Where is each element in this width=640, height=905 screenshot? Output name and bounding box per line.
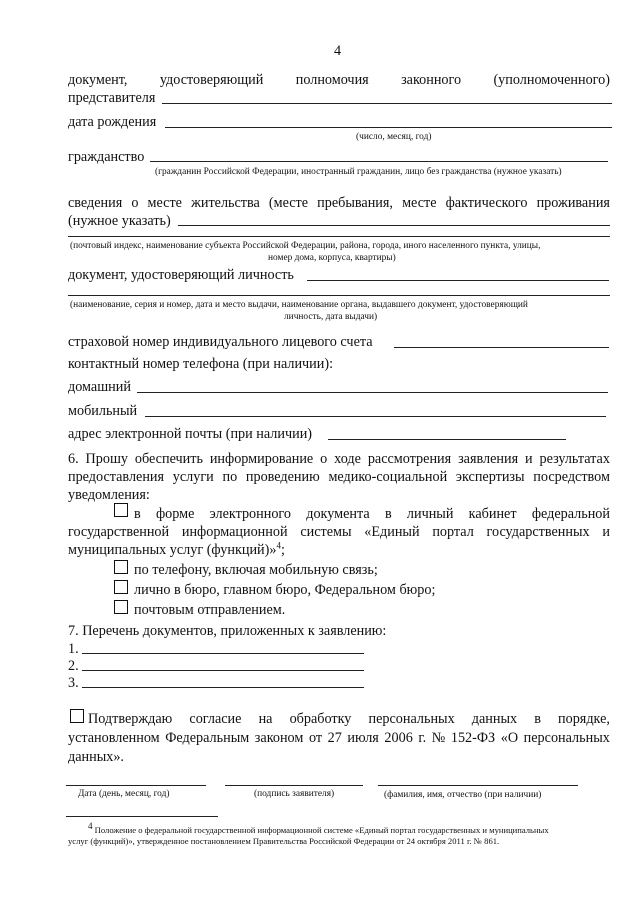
residence-hint-1: (почтовый индекс, наименование субъекта Российской Федерации, района, города, иного населенного пункта, улицы,	[70, 241, 541, 251]
consent-line2: установленном Федеральным законом от 27 июля 2006 г. № 152-ФЗ «О персональных	[68, 730, 610, 746]
footnote-line1: $^4$ Положение о федеральной государственной информационной системе «Единый портал государственных и муниципальных	[88, 821, 549, 835]
option-post-label: почтовым отправлением.	[134, 602, 286, 618]
section6-line3: уведомления:	[68, 487, 150, 503]
footnote-separator	[66, 816, 218, 817]
birth-date-hint: (число, месяц, год)	[356, 132, 432, 142]
section7-label: 7. Перечень документов, приложенных к заявлению:	[68, 623, 387, 639]
rep-doc-label: представителя	[68, 90, 156, 106]
section6-line1: 6. Прошу обеспечить информирование о ходе рассмотрения заявления и результатах	[68, 451, 610, 467]
option-in-person-label: лично в бюро, главном бюро, Федеральном бюро;	[134, 582, 436, 598]
date-field[interactable]	[66, 785, 206, 786]
option-post-checkbox[interactable]	[114, 600, 128, 614]
citizenship-hint: (гражданин Российской Федерации, иностранный гражданин, лицо без гражданства (нужное указать)	[155, 167, 562, 177]
option-electronic-line2: государственной информационной системы «Единый портал государственных и	[68, 524, 610, 540]
mobile-phone-field[interactable]	[145, 416, 606, 417]
snils-label: страховой номер индивидуального лицевого счета	[68, 334, 373, 350]
phone-label: контактный номер телефона (при наличии):	[68, 356, 334, 372]
attachment-number-1: 1.	[68, 641, 79, 657]
date-caption: Дата (день, месяц, год)	[78, 789, 170, 799]
identity-field-2[interactable]	[68, 295, 610, 296]
signature-caption: (подпись заявителя)	[254, 789, 335, 799]
consent-checkbox[interactable]	[70, 709, 84, 723]
rep-doc-line1: документ, удостоверяющий полномочия законного (уполномоченного)	[68, 72, 610, 88]
email-field[interactable]	[328, 439, 566, 440]
snils-field[interactable]	[394, 347, 609, 348]
rep-doc-field[interactable]	[162, 103, 612, 104]
consent-line1: Подтверждаю согласие на обработку персональных данных в порядке,	[88, 711, 610, 727]
full-name-caption: (фамилия, имя, отчество (при наличии)	[384, 790, 542, 800]
residence-hint-2: номер дома, корпуса, квартиры)	[268, 253, 396, 263]
identity-label: документ, удостоверяющий личность	[68, 267, 294, 283]
option-phone-checkbox[interactable]	[114, 560, 128, 574]
home-phone-label: домашний	[68, 379, 131, 395]
section6-line2: предоставления услуги по проведению медико-социальной экспертизы посредством	[68, 469, 610, 485]
identity-hint-2: личность, дата выдачи)	[284, 312, 378, 322]
footnote-ref: 4	[276, 540, 281, 551]
footnote-line2: услуг (функций)», утвержденное постановлением Правительства Российской Федерации от 24 октября 2011 г. № 861.	[68, 836, 500, 846]
birth-date-field[interactable]	[165, 127, 612, 128]
option-electronic-checkbox[interactable]	[114, 503, 128, 517]
option-electronic-line1: в форме электронного документа в личный кабинет федеральной	[134, 506, 610, 522]
email-label: адрес электронной почты (при наличии)	[68, 426, 313, 442]
identity-hint-1: (наименование, серия и номер, дата и место выдачи, наименование органа, выдавшего документ, удостоверяющий	[70, 300, 528, 310]
residence-field-1[interactable]	[178, 225, 610, 226]
home-phone-field[interactable]	[137, 392, 608, 393]
identity-field-1[interactable]	[307, 280, 609, 281]
residence-label: (нужное указать)	[68, 213, 171, 229]
birth-date-label: дата рождения	[68, 114, 157, 130]
attachment-number-2: 2.	[68, 658, 79, 674]
citizenship-field[interactable]	[150, 161, 608, 162]
option-in-person-checkbox[interactable]	[114, 580, 128, 594]
attachment-field-1[interactable]	[82, 653, 364, 654]
attachment-field-2[interactable]	[82, 670, 364, 671]
citizenship-label: гражданство	[68, 149, 145, 165]
residence-field-2[interactable]	[68, 236, 610, 237]
page-number: 4	[334, 43, 342, 59]
consent-line3: данных».	[68, 749, 124, 765]
mobile-phone-label: мобильный	[68, 403, 138, 419]
option-phone-label: по телефону, включая мобильную связь;	[134, 562, 378, 578]
signature-field[interactable]	[225, 785, 363, 786]
option-electronic-line3: муниципальных услуг (функций)»$^4$;	[68, 540, 285, 558]
residence-line1: сведения о месте жительства (месте пребывания, месте фактического проживания	[68, 195, 610, 211]
full-name-field[interactable]	[378, 785, 578, 786]
attachment-field-3[interactable]	[82, 687, 364, 688]
attachment-number-3: 3.	[68, 675, 79, 691]
